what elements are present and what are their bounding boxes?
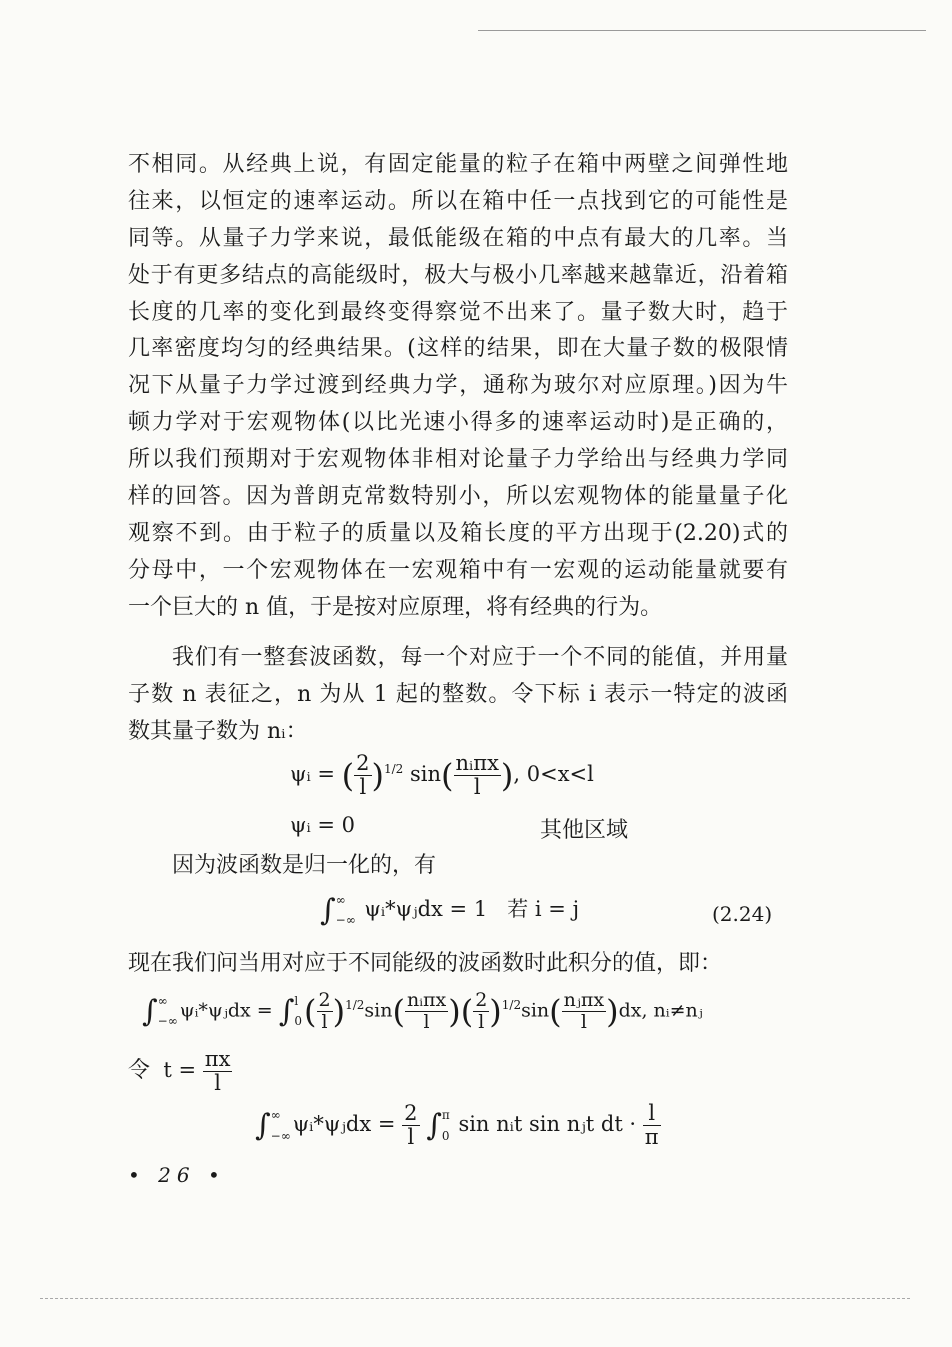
equation-normalization: ∫ ∞ −∞ ψᵢ*ψⱼdx = 1 若 i = j [320,892,580,928]
fraction: $\frac{\text{nᵢπx}}{l}$ [406,989,447,1033]
text-line: 不相同。从经典上说，有固定能量的粒子在箱中两壁之间弹性地 [128,152,788,177]
equation-wavefunction: ψᵢ = ( $\frac{2}{l}$ )$^{1/2}$ sin( $\frac{\text{nᵢπx}}{l}$ ), 0<x<l [290,751,594,800]
top-rule [478,30,926,31]
fraction: $\frac{2}{l}$ [318,989,331,1033]
equation-orthogonality-integral: ∫ ∞ −∞ ψᵢ*ψⱼdx = ∫ l 0 ( $\frac{2}{l}$ )$^{1/2}$sin( $\frac{\text{nᵢπx}}{l}$ )( $\frac{2}{l}$ )$^{1/2}$sin( $\frac{\text{nⱼπx}}{l}$ )dx, nᵢ≠nⱼ [142,989,703,1033]
fraction: $\frac{2}{l}$ [475,989,488,1033]
text-line: 所以我们预期对于宏观物体非相对论量子力学给出与经典力学同 [128,447,788,473]
text-line: 数其量子数为 nᵢ： [128,718,308,744]
fraction: $\frac{\text{nᵢπx}}{l}$ [455,751,499,800]
page-number: • 26 • [128,1163,226,1187]
text-line: 往来，以恒定的速率运动。所以在箱中任一点找到它的可能性是 [128,188,788,214]
text-line: 样的回答。因为普朗克常数特别小，所以宏观物体的能量量子化 [128,484,788,510]
text-line: 几率密度均匀的经典结果。(这样的结果，即在大量子数的极限情 [128,336,788,362]
text-line: 分母中，一个宏观物体在一宏观箱中有一宏观的运动能量就要有 [128,557,788,583]
text-line: 处于有更多结点的高能级时，极大与极小几率越来越靠近，沿着箱 [128,262,788,288]
text-line: 子数 n 表征之，n 为从 1 起的整数。令下标 i 表示一特定的波函 [128,681,788,707]
fraction: $\frac{2}{l}$ [404,1101,418,1150]
text-line: 一个巨大的 n 值，于是按对应原理，将有经典的行为。 [128,594,663,620]
question-sentence: 现在我们问当用对应于不同能级的波函数时此积分的值，即： [128,951,723,976]
fraction: $\frac{\text{nⱼπx}}{l}$ [563,989,605,1033]
equation-wavefunction-zero: ψᵢ = 0 [290,813,355,837]
equation-number: (2.24) [712,902,773,926]
substitution: 令 t = $\frac{\pi x}{l}$ [128,1047,231,1096]
text-line: 同等。从量子力学来说，最低能级在箱的中点有最大的几率。当 [128,225,788,251]
text-line: 顿力学对于宏观物体(以比光速小得多的速率运动时)是正确的， [128,410,788,436]
text-line: 观察不到。由于粒子的质量以及箱长度的平方出现于(2.20)式的 [128,520,788,546]
text-line: 况下从量子力学过渡到经典力学，通称为玻尔对应原理。)因为牛 [128,373,788,399]
fraction: $\frac{l}{\pi}$ [644,1101,659,1150]
text-line: 长度的几率的变化到最终变得察觉不出来了。量子数大时，趋于 [128,299,788,325]
equation-substituted-integral: ∫ ∞ −∞ ψᵢ*ψⱼdx = $\frac{2}{l}$ ∫ π 0 sin nᵢt sin nⱼt dt · $\frac{l}{\pi}$ [255,1101,659,1150]
bottom-rule [40,1298,910,1299]
paragraph-2 [128,640,788,751]
fraction: $\frac{2}{l}$ [356,751,370,800]
region-label: 其他区域 [540,818,629,843]
fraction: $\frac{\pi x}{l}$ [204,1047,231,1096]
normalized-sentence: 因为波函数是归一化的，有 [172,853,437,878]
paragraph-1 [128,147,788,627]
text-line: 我们有一整套波函数，每一个对应于一个不同的能值，并用量 [172,645,788,670]
